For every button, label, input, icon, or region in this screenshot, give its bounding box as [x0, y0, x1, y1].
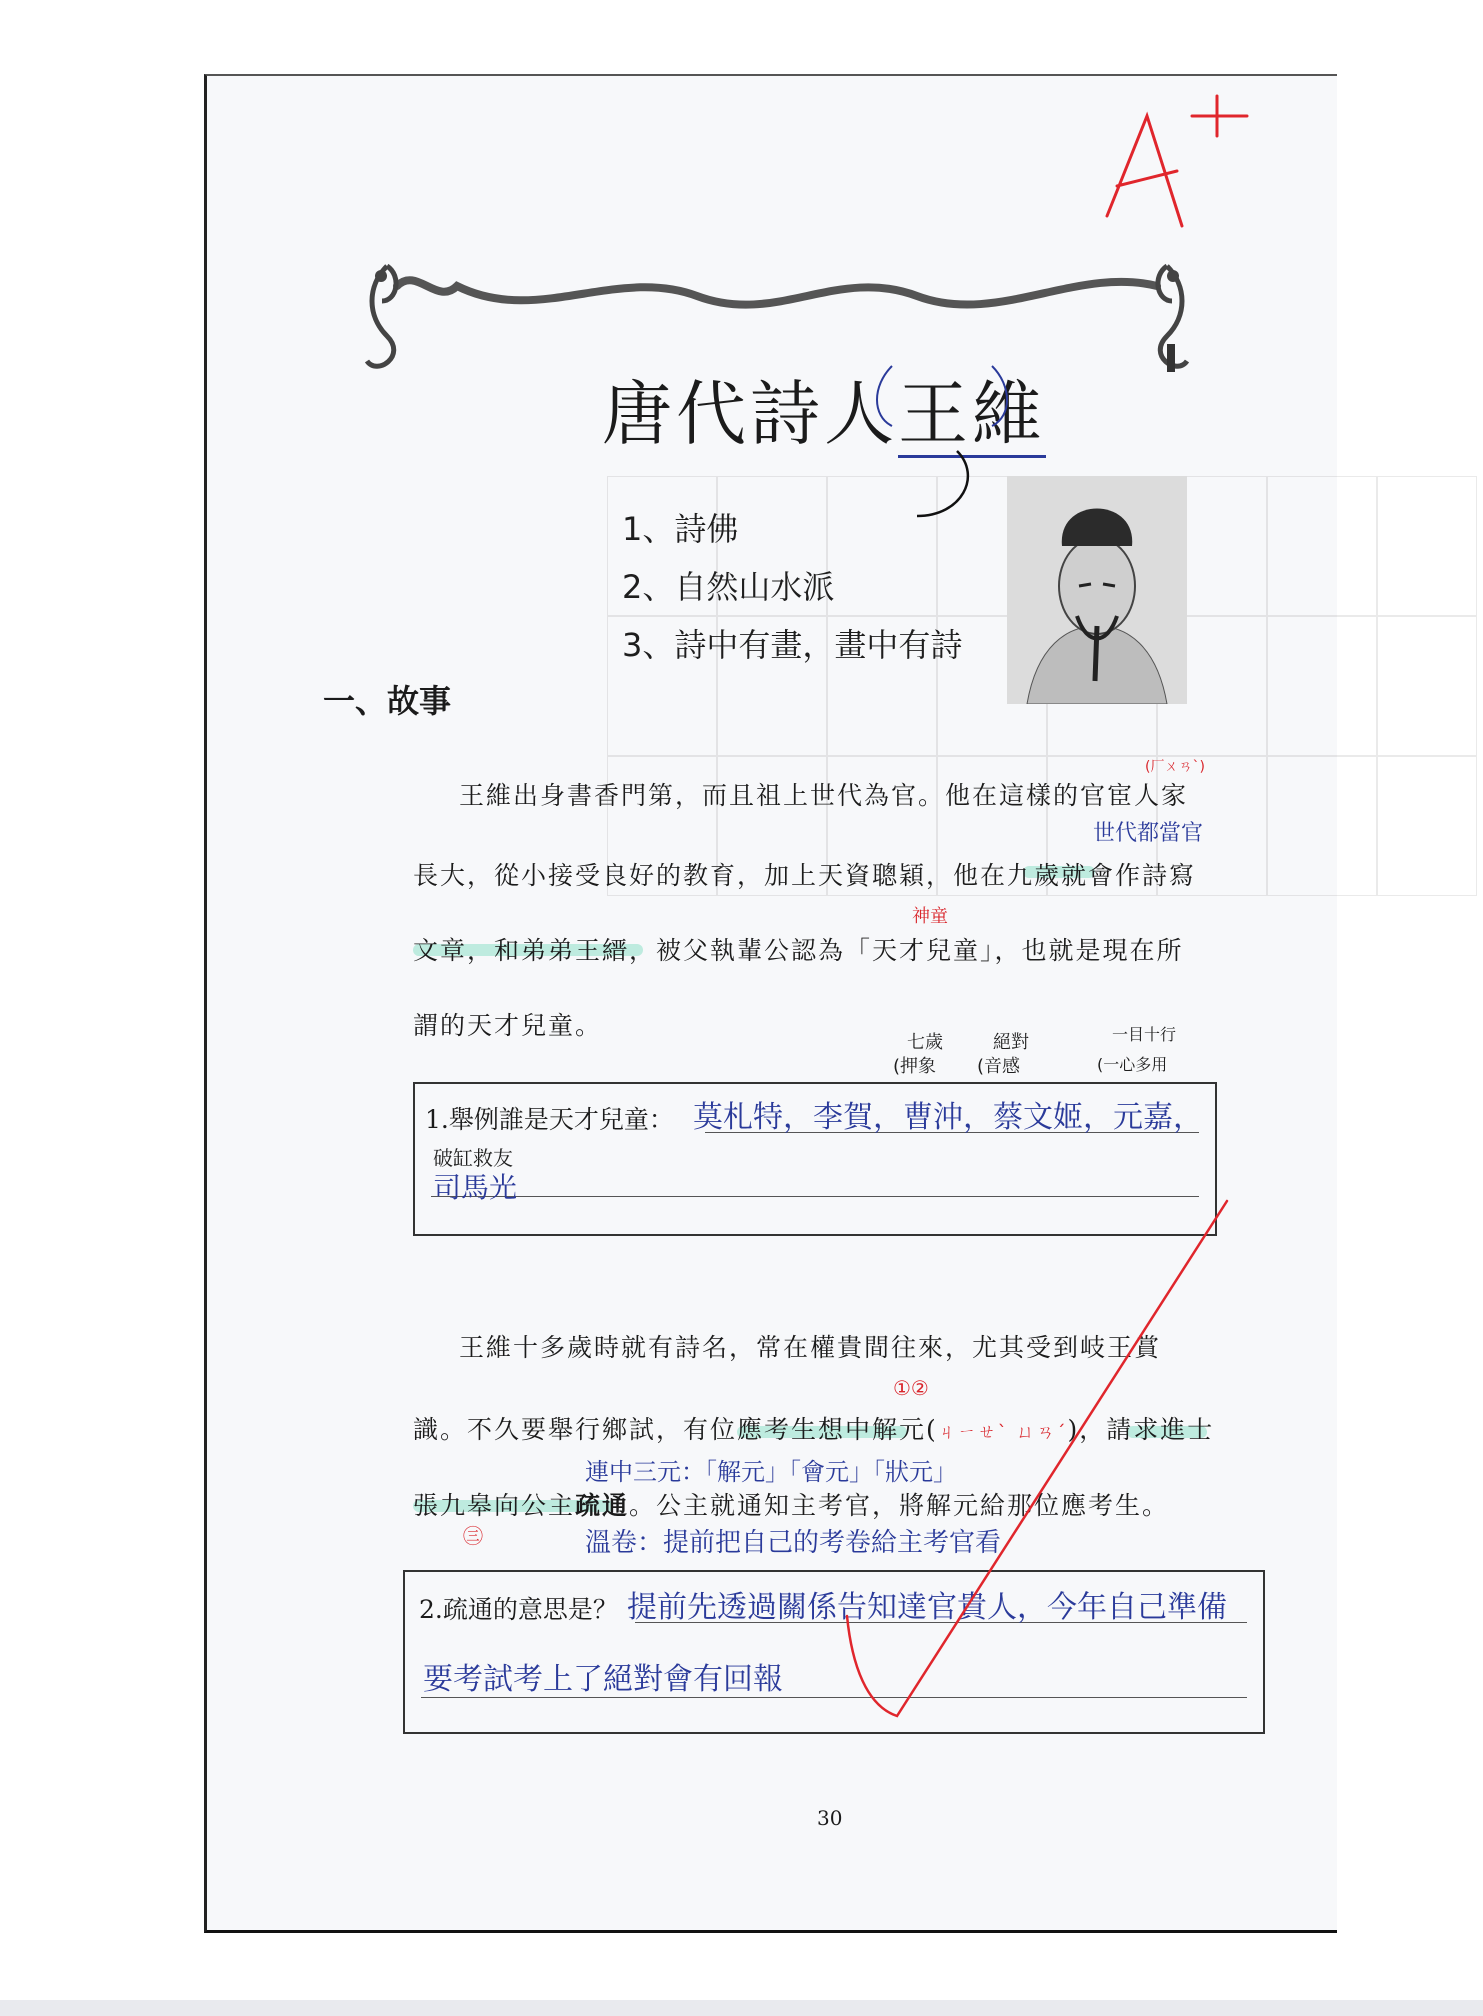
- annotation-jieyuan-phonetic: ㄐㄧㄝˋ ㄩㄢˊ: [937, 1422, 1068, 1443]
- note-item: 2、自然山水派: [622, 568, 835, 606]
- story2-line3-a: 張九皋向公主: [413, 1491, 576, 1520]
- story2-line3-c: 。公主就通知主考官，將解元給那位應考生。: [629, 1491, 1170, 1520]
- annotation-huan-phonetic: (厂ㄨㄢˋ): [1145, 759, 1205, 775]
- workbook-page: [204, 74, 1337, 1933]
- story1-line4: 謂的天才兒童。: [413, 1011, 603, 1040]
- grade-a-plus-mark: [1087, 76, 1287, 256]
- annotation-circled: ㊂: [463, 1524, 483, 1548]
- question2-answer-2[interactable]: 要考試考上了絕對會有回報: [423, 1662, 783, 1697]
- annotation-yaxiang: (押象: [893, 1056, 937, 1077]
- story1-line2: 長大，從小接受良好的教育，加上天資聰穎，他在九歲就會作詩寫: [413, 861, 1197, 890]
- annotation-yingan: (音感: [977, 1056, 1021, 1077]
- question1-answer-2[interactable]: 司馬光: [433, 1171, 518, 1204]
- note-item: 1、詩佛: [622, 510, 739, 548]
- story2-line2-end: )，請求進士: [1067, 1415, 1215, 1444]
- question2-prompt: 2.疏通的意思是？: [419, 1595, 618, 1624]
- story2-line2-text: 識。不久要舉行鄉試，有位應考生想中解元(: [413, 1415, 938, 1444]
- question1-answer[interactable]: 莫札特，李賀，曹沖，蔡文姬，元嘉，: [693, 1100, 1203, 1135]
- section-heading: 一、故事: [323, 682, 452, 720]
- annotation-wenjuan: 溫卷：提前把自己的考卷給主考官看: [585, 1528, 1002, 1558]
- question1-prompt: 1.舉例誰是天才兒童：: [425, 1105, 674, 1134]
- story1-line3: 文章，和弟弟王縉，被父執輩公認為「天才兒童」，也就是現在所: [413, 936, 1184, 965]
- annotation-juedui: 絕對: [993, 1032, 1029, 1053]
- annotation-yimu: 一目十行: [1112, 1025, 1177, 1044]
- page-number: 30: [817, 1806, 843, 1830]
- annotation-sanyuan: 連中三元：「解元」「會元」「狀元」: [585, 1458, 957, 1486]
- question1-note: 破缸救友: [433, 1146, 513, 1170]
- story1-line1: 王維出身書香門第，而且祖上世代為官。他在這樣的官宦人家: [459, 781, 1189, 810]
- annotation-yixin: (一心多用: [1097, 1055, 1168, 1074]
- annotation-shidai: 世代都當官: [1093, 821, 1204, 846]
- note-item: 3、詩中有畫，畫中有詩: [622, 626, 963, 664]
- annotation-shentong: 神童: [912, 906, 948, 927]
- wang-wei-portrait: [1007, 476, 1187, 704]
- annotation-12: ①②: [893, 1376, 929, 1400]
- question2-answer[interactable]: 提前先透過關係告知達官貴人，今年自己準備: [627, 1590, 1227, 1625]
- story2-line3-b: 疏通: [575, 1491, 630, 1520]
- annotation-qisui: 七歲: [907, 1032, 943, 1053]
- viewer-bottom-bar: [0, 2000, 1483, 2016]
- red-check-mark-icon: [827, 1196, 1247, 1736]
- title-name: 王維: [898, 373, 1046, 458]
- title-prefix: 唐代詩人: [602, 373, 898, 455]
- notes-list: [622, 500, 962, 674]
- story2-line1: 王維十多歲時就有詩名，常在權貴間往來，尤其受到岐王賞: [459, 1333, 1162, 1362]
